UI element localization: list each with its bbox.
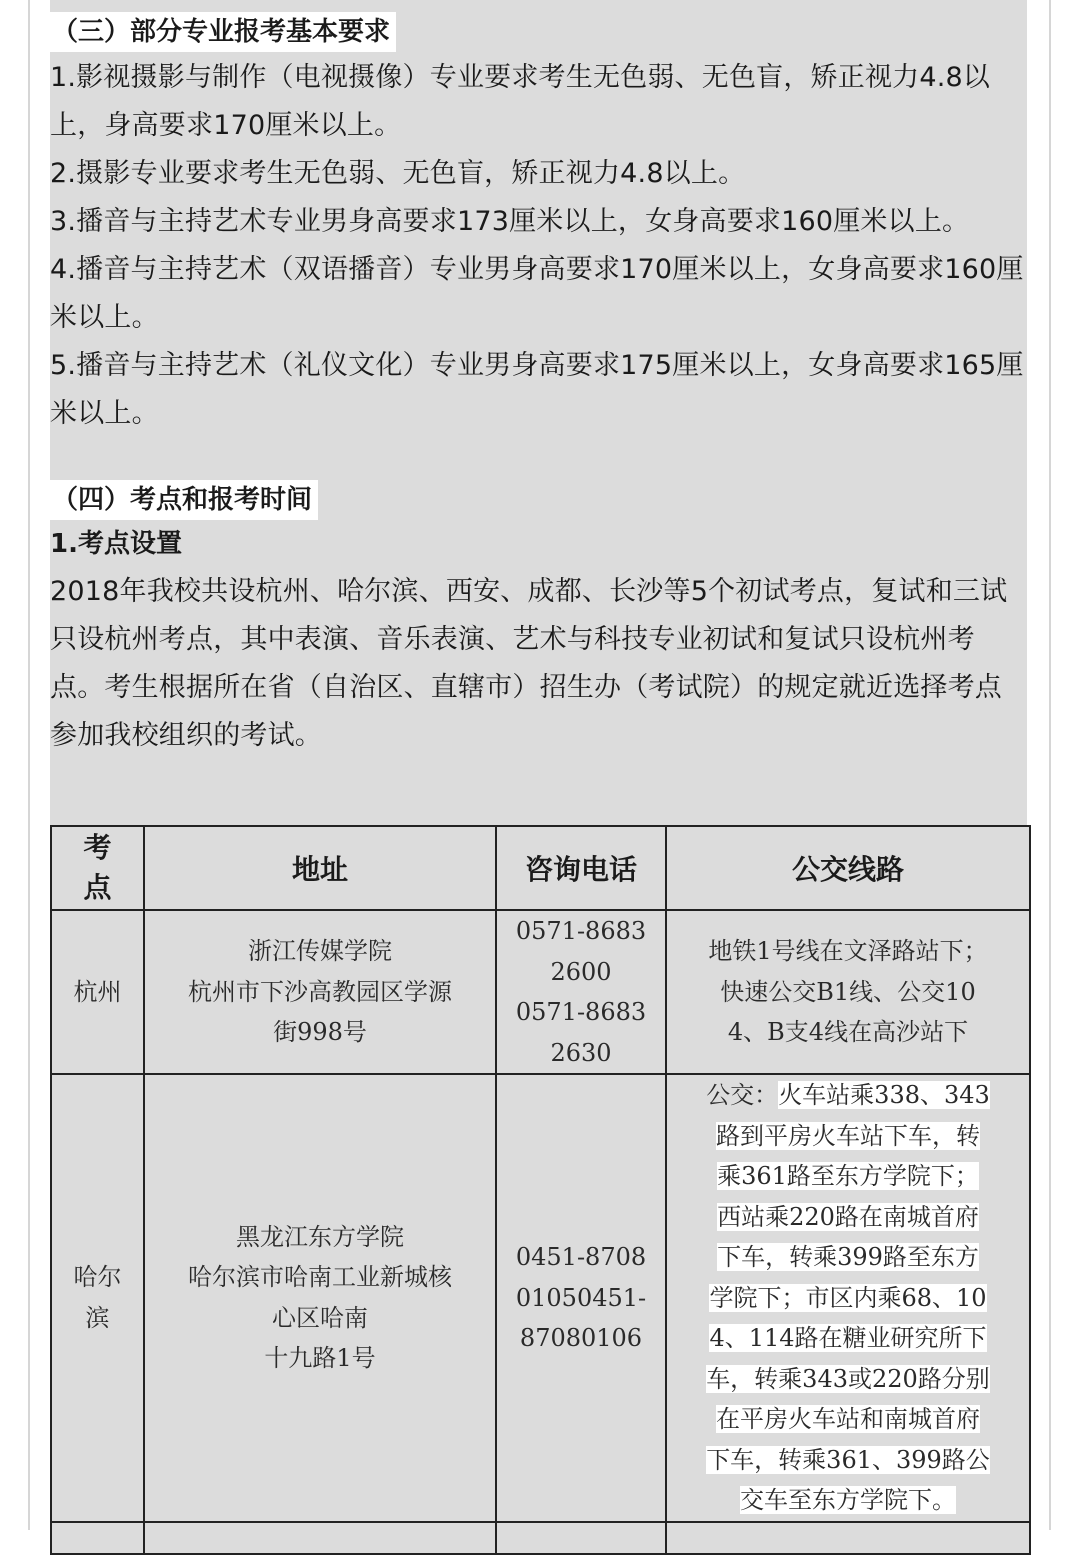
site-line: 滨 bbox=[85, 1303, 110, 1332]
bus-line bbox=[667, 1440, 1029, 1481]
left-edge-line bbox=[28, 0, 30, 1530]
address-line: 街998号 bbox=[273, 1018, 367, 1047]
table-row bbox=[51, 1074, 1030, 1522]
bus-line: 快速公交B1线、公交10 bbox=[720, 977, 976, 1006]
exam-site-subheading: 1.考点设置 bbox=[50, 529, 182, 559]
phone-line: 2600 bbox=[550, 957, 612, 986]
address-cell bbox=[144, 1074, 496, 1522]
requirement-item-1: 1.影视摄影与制作（电视摄像）专业要求考生无色弱、无色盲，矫正视力4.8以上，身高要求170厘米以上。 bbox=[50, 62, 991, 141]
section4-heading: （四）考点和报考时间 bbox=[50, 480, 318, 520]
article-body bbox=[50, 12, 1027, 760]
bus-line bbox=[667, 1075, 1029, 1116]
phone-line: 0571-8683 bbox=[515, 917, 647, 945]
bus-cell bbox=[666, 1074, 1030, 1522]
bus-line: 4、B支4线在高沙站下 bbox=[727, 1018, 969, 1047]
site-line: 哈尔 bbox=[73, 1263, 122, 1292]
bus-line bbox=[667, 1399, 1029, 1440]
bus-cell bbox=[666, 910, 1030, 1074]
address-line: 浙江传媒学院 bbox=[248, 937, 392, 966]
bus-line bbox=[667, 1156, 1029, 1197]
bus-line bbox=[667, 1359, 1029, 1400]
bus-text-highlight: 下车，转乘361、399路公 bbox=[706, 1445, 990, 1474]
bus-text-highlight: 在平房火车站和南城首府 bbox=[716, 1405, 980, 1433]
table-row bbox=[51, 910, 1030, 1074]
requirement-item-5: 5.播音与主持艺术（礼仪文化）专业男身高要求175厘米以上，女身高要求165厘米以上。 bbox=[50, 350, 1024, 429]
requirement-item-3: 3.播音与主持艺术专业男身高要求173厘米以上，女身高要求160厘米以上。 bbox=[50, 206, 970, 237]
phone-cell bbox=[496, 1074, 666, 1522]
header-address: 地址 bbox=[144, 826, 496, 910]
right-edge-line bbox=[1049, 0, 1051, 1530]
phone-line: 01050451- bbox=[515, 1283, 647, 1312]
header-bus: 公交线路 bbox=[666, 826, 1030, 910]
address-line: 黑龙江东方学院 bbox=[236, 1222, 404, 1251]
phone-cell bbox=[496, 910, 666, 1074]
bus-line bbox=[667, 1116, 1029, 1157]
address-cell bbox=[144, 910, 496, 1074]
header-site bbox=[51, 826, 144, 910]
table-header-row bbox=[51, 826, 1030, 910]
bus-text-highlight: 车，转乘343或220路分别 bbox=[706, 1364, 990, 1393]
address-line: 心区哈南 bbox=[272, 1303, 368, 1332]
phone-line: 0451-8708 bbox=[515, 1243, 647, 1271]
bus-text-highlight: 乘361路至东方学院下； bbox=[717, 1162, 979, 1190]
bus-line bbox=[667, 1318, 1029, 1359]
bus-text-highlight: 下车，转乘399路至东方 bbox=[717, 1243, 979, 1271]
site-cell: 杭州 bbox=[51, 910, 144, 1074]
bus-line bbox=[667, 1480, 1029, 1521]
bus-text-highlight: 学院下；市区内乘68、10 bbox=[709, 1283, 987, 1312]
address-line: 哈尔滨市哈南工业新城核 bbox=[188, 1263, 452, 1292]
phone-line: 2630 bbox=[550, 1038, 612, 1067]
table-row-partial bbox=[51, 1522, 1030, 1554]
requirement-item-4: 4.播音与主持艺术（双语播音）专业男身高要求170厘米以上，女身高要求160厘米以上。 bbox=[50, 254, 1024, 333]
bus-text-highlight: 路到平房火车站下车，转 bbox=[716, 1121, 980, 1150]
requirement-item-2: 2.摄影专业要求考生无色弱、无色盲，矫正视力4.8以上。 bbox=[50, 158, 746, 189]
bus-line bbox=[667, 1278, 1029, 1319]
bus-line bbox=[667, 1197, 1029, 1238]
header-site-label: 考点 bbox=[83, 831, 112, 904]
address-line: 十九路1号 bbox=[264, 1344, 376, 1373]
address-line: 杭州市下沙高教园区学源 bbox=[188, 977, 452, 1006]
bus-text-highlight: 4、114路在糖业研究所下 bbox=[709, 1324, 987, 1352]
site-cell bbox=[51, 1074, 144, 1522]
exam-sites-table bbox=[50, 825, 1031, 1555]
phone-line: 0571-8683 bbox=[515, 998, 647, 1026]
bus-line bbox=[667, 1237, 1029, 1278]
phone-line: 87080106 bbox=[519, 1324, 643, 1352]
section3-heading: （三）部分专业报考基本要求 bbox=[50, 12, 396, 52]
bus-text-highlight: 火车站乘338、343 bbox=[778, 1081, 990, 1109]
header-phone: 咨询电话 bbox=[496, 826, 666, 910]
bus-prefix: 公交： bbox=[706, 1081, 779, 1109]
bus-text-highlight: 西站乘220路在南城首府 bbox=[717, 1202, 979, 1231]
bus-line: 地铁1号线在文泽路站下； bbox=[708, 937, 988, 966]
bus-text-highlight: 交车至东方学院下。 bbox=[740, 1486, 956, 1514]
exam-site-paragraph: 2018年我校共设杭州、哈尔滨、西安、成都、长沙等5个初试考点，复试和三试只设杭州考点，其中表演、音乐表演、艺术与科技专业初试和复试只设杭州考点。考生根据所在省（自治区、直辖市）招生办（考试院）的规定就近选择考点参加我校组织的考试。 bbox=[50, 576, 1008, 751]
